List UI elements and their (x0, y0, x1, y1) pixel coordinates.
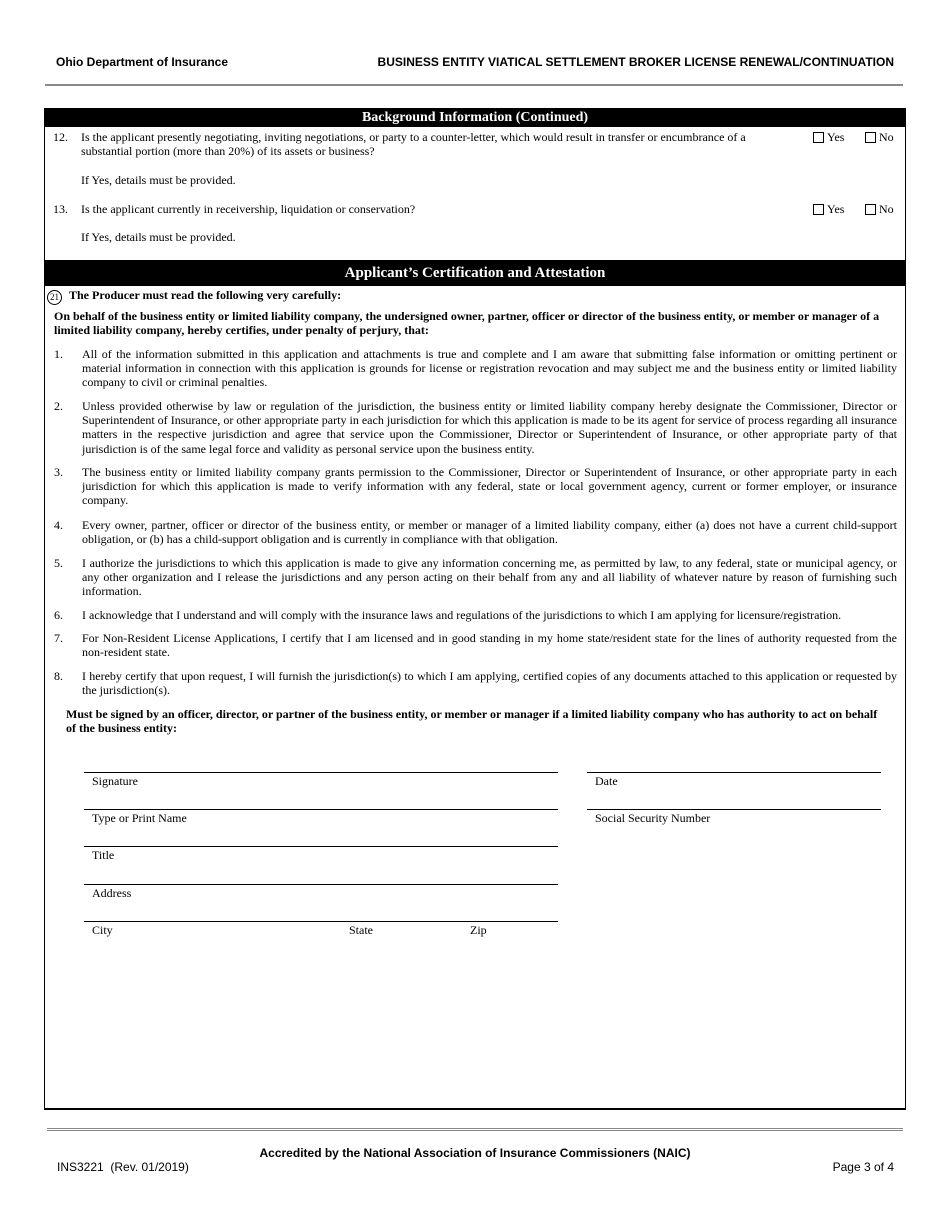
footer-form-id: INS3221 (Rev. 01/2019) (57, 1160, 189, 1174)
header-agency: Ohio Department of Insurance (56, 55, 229, 69)
ssn-label: Social Security Number (595, 811, 711, 825)
q12-yes-checkbox[interactable]: Yes (813, 131, 844, 144)
header-divider (45, 84, 903, 86)
checkbox-box[interactable] (813, 132, 824, 143)
q12-detail-note: If Yes, details must be provided. (81, 173, 236, 187)
footer-accreditation: Accredited by the National Association of Insurance Commissioners (NAIC) (259, 1146, 691, 1160)
city-state-zip-line[interactable] (84, 921, 558, 922)
form-frame: Background Information (Continued) 12. Is the applicant presently negotiating, inviting negotiations, or party to a counter-letter, which would result in transfer or encumbrance of a substantial portion (more than 20%) of its assets or business? Yes No If Yes, details must be provided. 13. Is the applicant currently in receivership, liquidation or conservation? Yes No If Yes, details must be provided. Applicant’s Certification and Attestation 21 The Producer must read the following very carefully: On behalf of the business entity or limited liability company, the undersigned owner, partner, officer or director of the business entity, or member or manager of a limited liability company, hereby certifies, under penalty of perjury, that: 1. All of the information submitted in this application and attachments is true and complete and I am aware that submitting false information or omitting pertinent or material information in connection with this application is grounds for license or registration revocation and may subject me and the business entity or limited liability company to civil or criminal penalties. 2. Unless provided otherwise by law or regulation of the jurisdiction, the business entity or limited liability company hereby designate the Commissioner, Director or Superintendent of Insurance, or other appropriate party in each jurisdiction for which this application is made to be its agent for service of process regarding all insurance matters in the respective jurisdiction and agree that service upon the Commissioner, Director or Superintendent of Insurance, or other appropriate party of that jurisdiction is of the same legal force and validity as personal service upon the business entity. 3. The business entity or limited liability company grants permission to the Commissioner, Director or Superintendent of Insurance, or other appropriate party in each jurisdiction for which this application is made to verify information with any federal, state or local government agency, current or former employer, or insurance company. 4. Every owner, partner, officer or director of the business entity, or member or manager of a limited liability company, either (a) does not have a current child-support obligation, or (b) has a child-support obligation and is currently in compliance with that obligation. 5. I authorize the jurisdictions to which this application is made to give any information concerning me, as permitted by law, to any federal, state or municipal agency, or any other organization and I release the jurisdictions and any person acting on their behalf from any and all liability of whatever nature by reason of furnishing such information. 6. I acknowledge that I understand and will comply with the insurance laws and regulations of the jurisdictions to which I am applying for licensure/registration. 7. For Non-Resident License Applications, I certify that I am licensed and in good standing in my home state/resident state for the lines of authority requested from the non-resident state. 8. I hereby certify that upon request, I will furnish the jurisdiction(s) to which I am applying, certified copies of any documents attached to this application or requested by the jurisdiction(s). Must be signed by an officer, director, or partner of the business entity, or member or manager if a limited liability company who has authority to act on behalf of the business entity: Signature Date Type or Print Name Social Security Number Title Address City State Zip (44, 108, 906, 1110)
q13-yes-checkbox[interactable]: Yes (813, 203, 844, 216)
q13-no-checkbox[interactable]: No (865, 203, 894, 216)
q12-no-checkbox[interactable]: No (865, 131, 894, 144)
certification-section-title: Applicant’s Certification and Attestation (45, 260, 905, 286)
checkbox-box[interactable] (813, 204, 824, 215)
question-number: 12. (53, 130, 68, 144)
background-section-title: Background Information (Continued) (45, 109, 905, 127)
header-form-title: BUSINESS ENTITY VIATICAL SETTLEMENT BROKER LICENSE RENEWAL/CONTINUATION (377, 55, 894, 69)
title-line[interactable] (84, 846, 558, 847)
question-12 (53, 130, 813, 160)
item-number-circle: 21 (47, 290, 62, 305)
certification-intro: On behalf of the business entity or limited liability company, the undersigned owner, partner, officer or director of the business entity, or member or manager of a limited liability company, hereby certifies, under penalty of perjury, that: (54, 309, 880, 337)
title-label: Title (92, 848, 115, 862)
producer-note: The Producer must read the following very carefully: (69, 288, 342, 302)
footer-divider (47, 1128, 903, 1131)
signature-line[interactable] (84, 772, 558, 773)
print-name-label: Type or Print Name (92, 811, 187, 825)
city-label: City (92, 923, 113, 937)
date-line[interactable] (587, 772, 881, 773)
checkbox-box[interactable] (865, 132, 876, 143)
q13-detail-note: If Yes, details must be provided. (81, 230, 236, 244)
question-number: 13. (53, 202, 68, 216)
question-13 (53, 202, 813, 218)
zip-label: Zip (470, 923, 487, 937)
state-label: State (349, 923, 373, 937)
date-label: Date (595, 774, 618, 788)
question-text: Is the applicant presently negotiating, inviting negotiations, or party to a counter-letter, which would result in transfer or encumbrance of a substantial portion (more than 20%) of its assets or business? (81, 130, 746, 158)
checkbox-box[interactable] (865, 204, 876, 215)
print-name-line[interactable] (84, 809, 558, 810)
ssn-line[interactable] (587, 809, 881, 810)
address-line[interactable] (84, 884, 558, 885)
signature-instruction: Must be signed by an officer, director, or partner of the business entity, or member or manager if a limited liability company who has authority to act on behalf of the business entity: (66, 707, 878, 735)
address-label: Address (92, 886, 132, 900)
footer-page-number: Page 3 of 4 (832, 1160, 894, 1174)
question-text: Is the applicant currently in receivership, liquidation or conservation? (81, 202, 416, 216)
signature-label: Signature (92, 774, 138, 788)
